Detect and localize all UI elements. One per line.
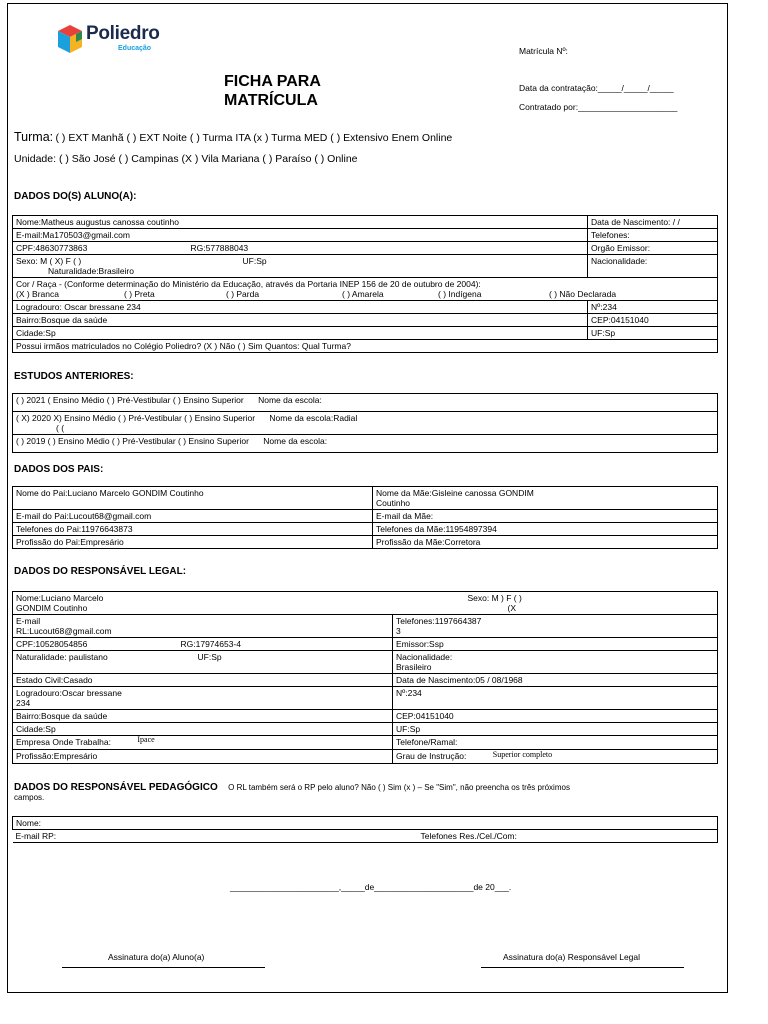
resp-empresa-value: Ipace [137,735,155,744]
resp-email[interactable]: E-mail RL:Lucout68@gmail.com [13,615,393,638]
pai-nome[interactable]: Nome do Pai:Luciano Marcelo GONDIM Coutinho [13,487,373,510]
resp-profissao[interactable]: Profissão:Empresário [13,750,393,764]
aluno-rg[interactable]: RG:577888043 [188,242,588,255]
pedagogico-table [12,816,718,843]
aluno-naturalidade: Naturalidade:Brasileiro [48,266,134,276]
pai-telefones[interactable]: Telefones do Pai:11976643873 [13,523,373,536]
resp-telefones[interactable]: Telefones:1197664387 3 [393,615,718,638]
aluno-cep[interactable]: CEP:04151040 [588,314,718,327]
aluno-bairro[interactable]: Bairro:Bosque da saúde [13,314,588,327]
form-title: FICHA PARA MATRÍCULA [224,73,321,109]
rp-email[interactable]: E-mail RP: [13,830,418,843]
cor-preta-option[interactable]: ( ) Preta [124,289,155,299]
resp-uf2[interactable]: UF:Sp [393,723,718,736]
pedagogico-header: DADOS DO RESPONSÁVEL PEDAGÓGICO O RL também será o RP pelo aluno? Não ( ) Sim (x ) – Se "Sim", não preencha os três próximos campos. [14,782,570,802]
logo-brand: Poliedro [86,23,160,44]
aluno-table [12,215,718,353]
resp-nacionalidade[interactable]: Nacionalidade: Brasileiro [393,651,718,674]
aluno-nome[interactable]: Nome:Matheus augustus canossa coutinho [13,216,588,229]
turma-row [14,130,452,144]
assinatura-aluno-label: Assinatura do(a) Aluno(a) [108,952,205,962]
aluno-nacionalidade[interactable]: Nacionalidade: [588,255,718,278]
pedagogico-question[interactable]: O RL também será o RP pelo aluno? Não ( ) Sim (x ) – Se "Sim", não preencha os três próximos [228,783,570,792]
resp-empresa[interactable]: Empresa Onde Trabalha: Ipace [13,736,393,750]
pai-email[interactable]: E-mail do Pai:Lucout68@gmail.com [13,510,373,523]
cor-nao-declarada-option[interactable]: ( ) Não Declarada [549,289,617,299]
data-contratacao-field[interactable]: Data da contratação:_____/_____/_____ [519,83,674,93]
aluno-nascimento[interactable]: Data de Nascimento: / / [588,216,718,229]
matricula-field[interactable]: Matrícula Nº: [519,46,568,56]
aluno-uf[interactable]: UF:Sp [188,255,588,278]
cor-indigena-option[interactable]: ( ) Indígena [438,289,482,299]
cor-parda-option[interactable]: ( ) Parda [226,289,260,299]
pedagogico-section-title: DADOS DO RESPONSÁVEL PEDAGÓGICO [14,782,218,793]
resp-estado-civil[interactable]: Estado Civil:Casado [13,674,393,687]
unidade-row [14,153,358,165]
aluno-cpf[interactable]: CPF:48630773863 [13,242,188,255]
estudos-row[interactable]: ( ) 2019 ( ) Ensino Médio ( ) Pré-Vestibular ( ) Ensino Superior Nome da escola: [13,435,718,453]
resp-uf[interactable]: UF:Sp [178,651,393,674]
resp-naturalidade[interactable]: Naturalidade: paulistano [13,651,178,674]
assinatura-aluno-line[interactable] [62,967,265,968]
date-line[interactable]: _______________________,_____de_____________________de 20___. [230,882,512,892]
aluno-sexo[interactable]: Sexo: M ( X) F ( ) Naturalidade:Brasileiro [13,255,188,278]
cor-branca-option[interactable]: (X ) Branca [16,289,59,299]
mae-nome[interactable]: Nome da Mãe:Gisleine canossa GONDIM Coutinho [373,487,718,510]
aluno-numero[interactable]: Nº:234 [588,301,718,314]
resp-nascimento[interactable]: Data de Nascimento:05 / 08/1968 [393,674,718,687]
aluno-logradouro[interactable]: Logradouro: Oscar bressane 234 [13,301,588,314]
resp-telefone-ramal[interactable]: Telefone/Ramal: [393,736,718,750]
cube-logo-icon [58,25,82,53]
aluno-section-title: DADOS DO(S) ALUNO(A): [14,191,137,202]
resp-cidade[interactable]: Cidade:Sp [13,723,393,736]
resp-emissor[interactable]: Emissor:Ssp [393,638,718,651]
resp-logradouro[interactable]: Logradouro:Oscar bressane 234 [13,687,393,710]
aluno-irmaos[interactable]: Possui irmãos matriculados no Colégio Poliedro? (X ) Não ( ) Sim Quantos: Qual Turma? [13,340,718,353]
assinatura-responsavel-label: Assinatura do(a) Responsável Legal [503,952,641,962]
aluno-cidade[interactable]: Cidade:Sp [13,327,588,340]
aluno-orgao[interactable]: Orgão Emissor: [588,242,718,255]
estudos-table [12,393,718,453]
pai-profissao[interactable]: Profissão do Pai:Empresário [13,536,373,549]
logo-subtitle: Educação [118,45,152,52]
estudos-row[interactable]: ( ) 2021 ( Ensino Médio ( ) Pré-Vestibular ( ) Ensino Superior Nome da escola: [13,394,718,412]
turma-label: Turma: [14,130,54,144]
aluno-telefones[interactable]: Telefones: [588,229,718,242]
resp-grau-value: Superior completo [492,750,553,759]
estudos-row[interactable]: ( X) 2020 X) Ensino Médio ( ) Pré-Vestibular ( ) Ensino Superior Nome da escola:Radial ( ( [13,412,718,435]
resp-bairro[interactable]: Bairro:Bosque da saúde [13,710,393,723]
rp-nome[interactable]: Nome: [13,817,718,830]
mae-profissao[interactable]: Profissão da Mãe:Corretora [373,536,718,549]
estudos-section-title: ESTUDOS ANTERIORES: [14,371,134,382]
turma-options[interactable]: ( ) EXT Manhã ( ) EXT Noite ( ) Turma ITA (x ) Turma MED ( ) Extensivo Enem Online [55,132,453,144]
resp-cpf[interactable]: CPF:10528054856 [13,638,178,651]
resp-cep[interactable]: CEP:04151040 [393,710,718,723]
aluno-cor-raca: Cor / Raça - (Conforme determinação do Ministério da Educação, através da Portaria INEP 156 de 20 de outubro de 2004): (X ) Branca ( ) Preta ( ) Parda ( ) Amarela ( ) Indígena ( ) Não Declarada [13,278,718,301]
contratado-por-field[interactable]: Contratado por:_____________________ [519,102,678,112]
resp-numero[interactable]: Nº:234 [393,687,718,710]
responsavel-table [12,591,718,764]
pais-table [12,486,718,549]
aluno-email[interactable]: E-mail:Ma170503@gmail.com [13,229,588,242]
cor-amarela-option[interactable]: ( ) Amarela [342,289,384,299]
responsavel-section-title: DADOS DO RESPONSÁVEL LEGAL: [14,566,187,577]
mae-telefones[interactable]: Telefones da Mãe:11954897394 [373,523,718,536]
pais-section-title: DADOS DOS PAIS: [14,464,104,475]
resp-nome[interactable]: Nome:Luciano Marcelo GONDIM Coutinho [13,592,178,615]
resp-grau[interactable]: Grau de Instrução: Superior completo [393,750,718,764]
resp-rg[interactable]: RG:17974653-4 [178,638,393,651]
unidade-options[interactable]: ( ) São José ( ) Campinas (X ) Vila Mariana ( ) Paraíso ( ) Online [58,153,358,165]
aluno-uf2[interactable]: UF:Sp [588,327,718,340]
mae-email[interactable]: E-mail da Mãe: [373,510,718,523]
rp-telefones[interactable]: Telefones Res./Cel./Com: [418,830,718,843]
assinatura-responsavel-line[interactable] [481,967,684,968]
resp-sexo[interactable]: Sexo: M ) F ( ) (X [393,592,718,615]
unidade-label: Unidade: [14,153,57,165]
